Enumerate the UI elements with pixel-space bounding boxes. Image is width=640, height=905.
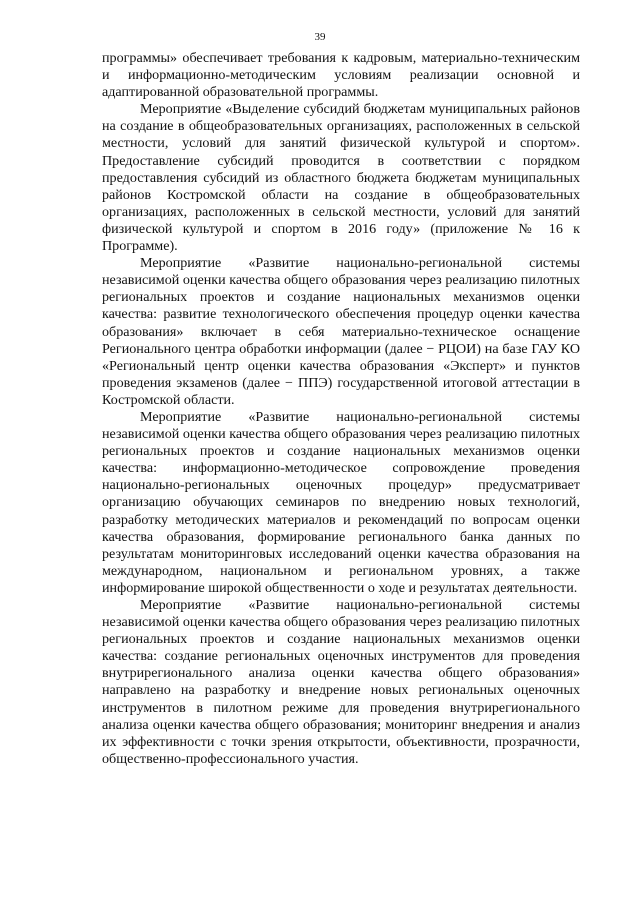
paragraph-methodical-support: Мероприятие «Развитие национально-региональной системы независимой оценки качества общего образования через реализацию пилотных региональных проектов и создание национальных механизмов оценки качества: информационно-методическое сопровождение проведения национально-региональных оценочных процедур» предусматривает организацию обучающих семинаров по внедрению новых технологий, разработку методических материалов и рекомендаций по вопросам оценки качества образования, формирование регионального банка данных по результатам мониторинговых исследований оценки качества образования на международном, национальном и региональном уровнях, а также информирование широкой общественности о ходе и результатах деятельности.	[102, 408, 580, 596]
paragraph-subsidies: Мероприятие «Выделение субсидий бюджетам муниципальных районов на создание в общеобразовательных организациях, расположенных в сельской местности, условий для занятий физической культурой и спортом». Предоставление субсидий проводится в соответствии с порядком предоставления субсидий из областного бюджета бюджетам муниципальных районов Костромской области на создание в общеобразовательных организациях, расположенных в сельской местности, условий для занятий физической культурой и спортом в 2016 году» (приложение № 16 к Программе).	[102, 101, 580, 255]
paragraph-assessment-tools: Мероприятие «Развитие национально-региональной системы независимой оценки качества общего образования через реализацию пилотных региональных проектов и создание национальных механизмов оценки качества: создание региональных оценочных инструментов для проведения внутрирегионального анализа оценки качества общего образования» направлено на разработку и внедрение новых региональных оценочных инструментов в пилотном режиме для проведения внутрирегионального анализа оценки качества общего образования; мониторинг внедрения и анализ их эффективности с точки зрения открытости, объективности, прозрачности, общественно-профессионального участия.	[102, 597, 580, 767]
page-number: 39	[314, 31, 326, 43]
body-text	[102, 50, 580, 768]
paragraph-technology: Мероприятие «Развитие национально-региональной системы независимой оценки качества общего образования через реализацию пилотных региональных проектов и создание национальных механизмов оценки качества: развитие технологического обеспечения процедур оценки качества образования» включает в себя материально-техническое оснащение Регионального центра обработки информации (далее − РЦОИ) на базе ГАУ КО «Региональный центр оценки качества образования «Эксперт» и пунктов проведения экзаменов (далее − ППЭ) государственной итоговой аттестации в Костромской области.	[102, 255, 580, 408]
paragraph-continuation: программы» обеспечивает требования к кадровым, материально-техническим и информационно-методическим условиям реализации основной и адаптированной образовательной программы.	[102, 50, 580, 101]
